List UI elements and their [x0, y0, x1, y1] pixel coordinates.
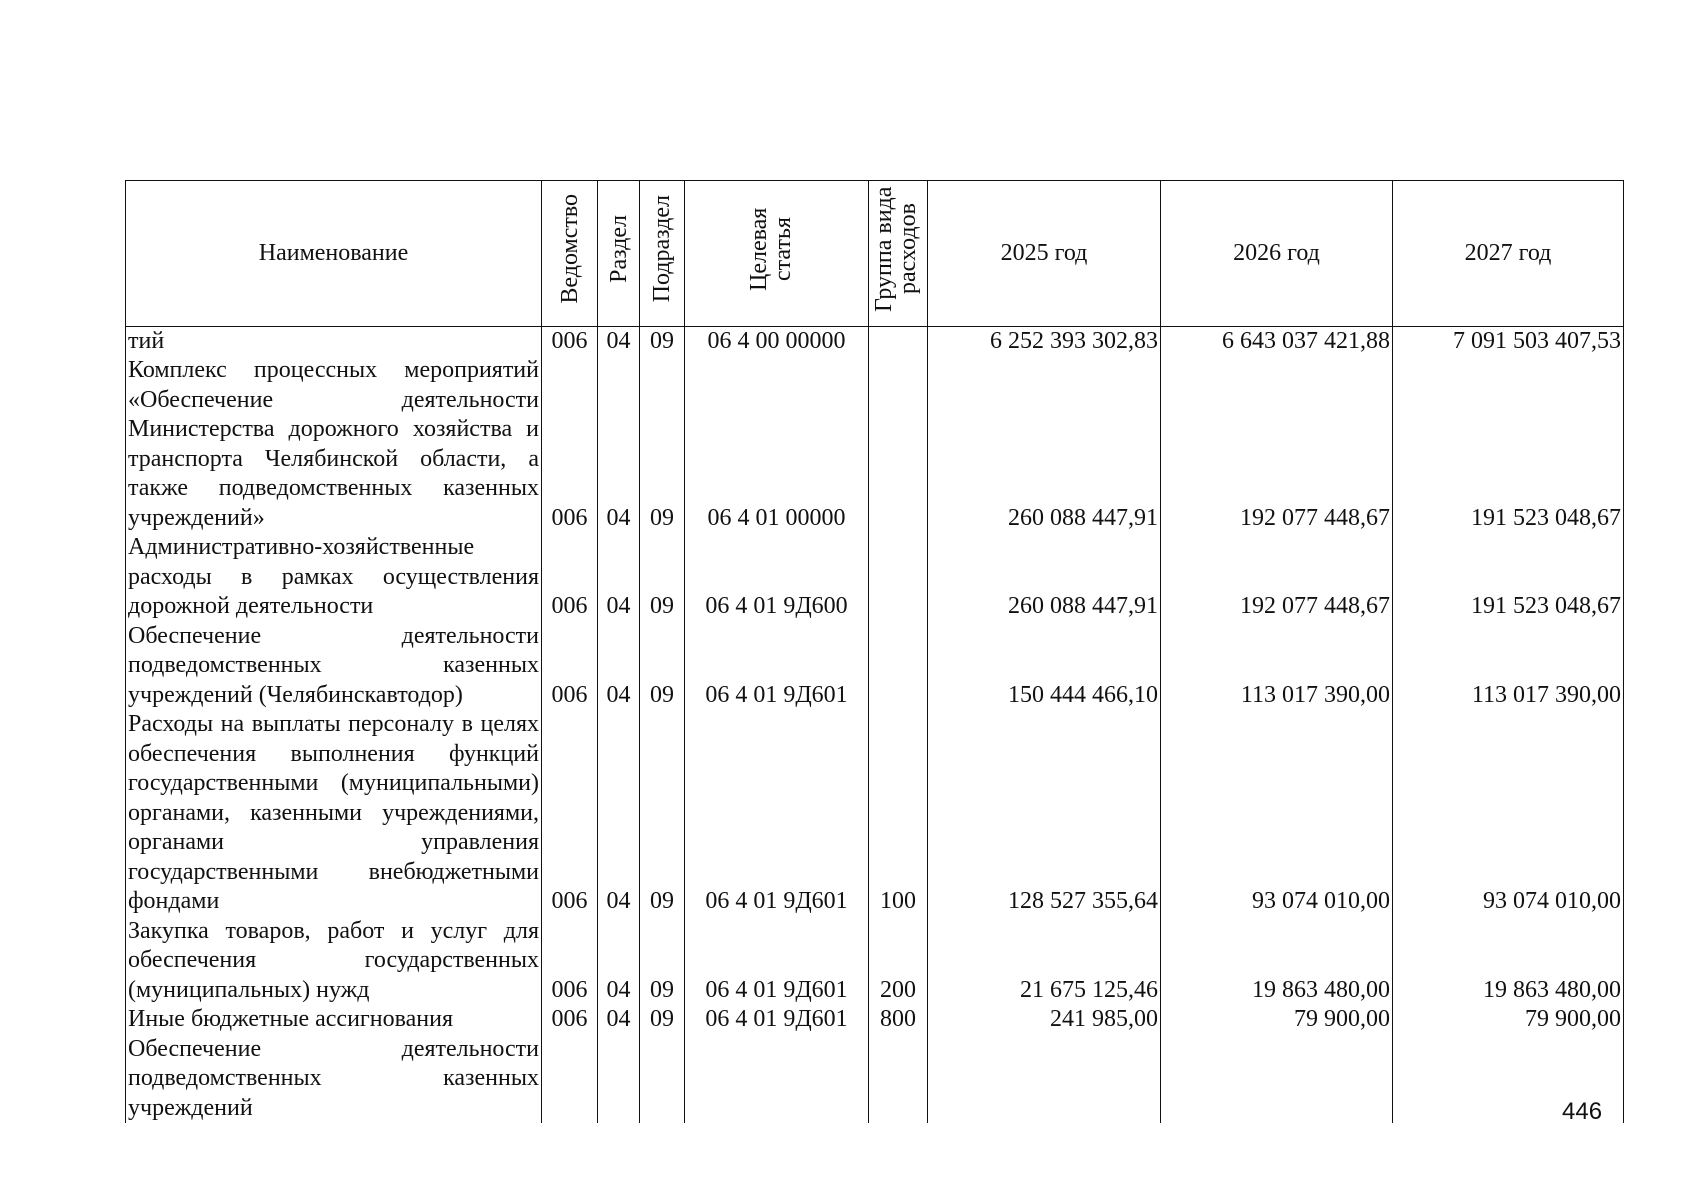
row-subsection: 09: [640, 356, 685, 533]
table-row: [126, 326, 1624, 356]
row-2027: 191 523 048,67: [1393, 356, 1624, 533]
row-subsection: [640, 1035, 685, 1124]
header-dept: Ведомство: [542, 181, 598, 327]
row-name: Расходы на выплаты персоналу в целях обеспечения выполнения функций государственными (муниципальными) органами, казенными учреждениями, органами управления государственными внебюджетными фондами: [126, 710, 542, 917]
row-2027: 191 523 048,67: [1393, 533, 1624, 622]
row-2026: 6 643 037 421,88: [1161, 326, 1393, 356]
header-name: Наименование: [126, 181, 542, 327]
row-name: Иные бюджетные ассигнования: [126, 1005, 542, 1035]
row-2025: 6 252 393 302,83: [928, 326, 1161, 356]
row-target: 06 4 01 9Д600: [685, 533, 869, 622]
table-row: [126, 1005, 1624, 1035]
row-2027: 93 074 010,00: [1393, 710, 1624, 917]
row-dept: 006: [542, 622, 598, 711]
row-subsection: 09: [640, 326, 685, 356]
row-subsection: 09: [640, 622, 685, 711]
budget-table: [125, 180, 1624, 1123]
row-section: 04: [598, 1005, 640, 1035]
row-name: Административно-хозяйственные расходы в рамках осуществления дорожной деятельности: [126, 533, 542, 622]
row-group: 100: [869, 710, 928, 917]
header-2025: 2025 год: [928, 181, 1161, 327]
row-name: Комплекс процессных мероприятий «Обеспечение деятельности Министерства дорожного хозяйства и транспорта Челябинской области, а также подведомственных казенных учреждений»: [126, 356, 542, 533]
row-2025: 260 088 447,91: [928, 533, 1161, 622]
row-group: [869, 326, 928, 356]
row-2025: [928, 1035, 1161, 1124]
row-dept: 006: [542, 356, 598, 533]
row-target: 06 4 01 9Д601: [685, 710, 869, 917]
row-target: 06 4 01 9Д601: [685, 1005, 869, 1035]
row-section: [598, 1035, 640, 1124]
row-subsection: 09: [640, 917, 685, 1006]
row-section: 04: [598, 356, 640, 533]
row-target: 06 4 01 9Д601: [685, 917, 869, 1006]
row-dept: 006: [542, 917, 598, 1006]
header-target: Целевая статья: [685, 181, 869, 327]
row-target: 06 4 01 00000: [685, 356, 869, 533]
row-dept: 006: [542, 326, 598, 356]
row-2025: 21 675 125,46: [928, 917, 1161, 1006]
table-row: [126, 710, 1624, 917]
row-2027: 19 863 480,00: [1393, 917, 1624, 1006]
row-2026: 192 077 448,67: [1161, 533, 1393, 622]
row-name: Закупка товаров, работ и услуг для обеспечения государственных (муниципальных) нужд: [126, 917, 542, 1006]
row-group: [869, 622, 928, 711]
table-row: [126, 533, 1624, 622]
row-2025: 128 527 355,64: [928, 710, 1161, 917]
row-group: 800: [869, 1005, 928, 1035]
table-row: [126, 1035, 1624, 1124]
row-group: [869, 356, 928, 533]
row-name: тий: [126, 326, 542, 356]
row-subsection: 09: [640, 1005, 685, 1035]
row-section: 04: [598, 917, 640, 1006]
table-row: [126, 917, 1624, 1006]
row-section: 04: [598, 622, 640, 711]
table-row: [126, 356, 1624, 533]
row-target: 06 4 00 00000: [685, 326, 869, 356]
row-subsection: 09: [640, 710, 685, 917]
row-2026: 19 863 480,00: [1161, 917, 1393, 1006]
row-section: 04: [598, 710, 640, 917]
row-group: [869, 533, 928, 622]
header-group: Группа вида расходов: [869, 181, 928, 327]
row-dept: 006: [542, 710, 598, 917]
row-section: 04: [598, 533, 640, 622]
header-2026: 2026 год: [1161, 181, 1393, 327]
row-2026: 93 074 010,00: [1161, 710, 1393, 917]
row-name: Обеспечение деятельности подведомственных казенных учреждений: [126, 1035, 542, 1124]
row-section: 04: [598, 326, 640, 356]
row-2025: 150 444 466,10: [928, 622, 1161, 711]
row-dept: [542, 1035, 598, 1124]
row-2027: 7 091 503 407,53: [1393, 326, 1624, 356]
table-row: [126, 622, 1624, 711]
page-number: 446: [1562, 1098, 1603, 1125]
row-target: [685, 1035, 869, 1124]
row-2025: 241 985,00: [928, 1005, 1161, 1035]
row-dept: 006: [542, 1005, 598, 1035]
row-2025: 260 088 447,91: [928, 356, 1161, 533]
row-group: [869, 1035, 928, 1124]
row-2026: 192 077 448,67: [1161, 356, 1393, 533]
row-name: Обеспечение деятельности подведомственных казенных учреждений (Челябинскавтодор): [126, 622, 542, 711]
row-2026: 113 017 390,00: [1161, 622, 1393, 711]
header-2027: 2027 год: [1393, 181, 1624, 327]
row-subsection: 09: [640, 533, 685, 622]
row-2027: 79 900,00: [1393, 1005, 1624, 1035]
row-2027: 113 017 390,00: [1393, 622, 1624, 711]
row-group: 200: [869, 917, 928, 1006]
row-dept: 006: [542, 533, 598, 622]
header-subsection: Подраздел: [640, 181, 685, 327]
row-target: 06 4 01 9Д601: [685, 622, 869, 711]
header-section: Раздел: [598, 181, 640, 327]
row-2026: 79 900,00: [1161, 1005, 1393, 1035]
table-header-row: [126, 181, 1624, 327]
row-2026: [1161, 1035, 1393, 1124]
